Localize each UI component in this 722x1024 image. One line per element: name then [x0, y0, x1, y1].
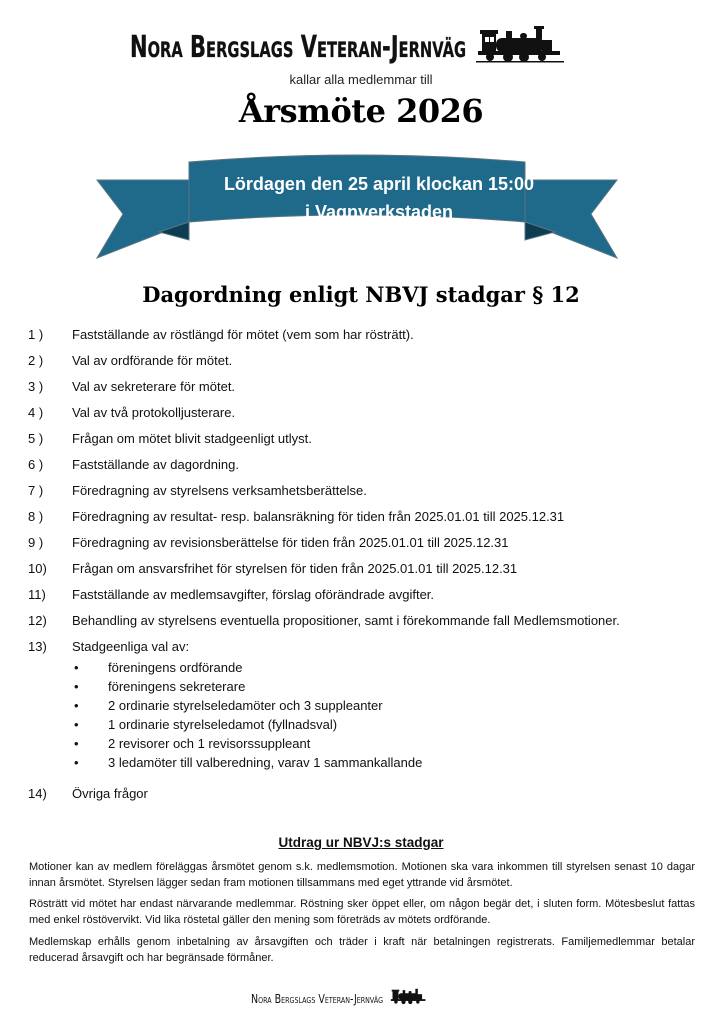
agenda-item-number: 8 ) [28, 509, 44, 524]
agenda-item-number: 4 ) [28, 405, 44, 420]
agenda-item-text: Föredragning av resultat- resp. balansräkning för tiden från 2025.01.01 till 2025.12.31 [72, 509, 565, 524]
org-name: Nora Bergslags Veteran-Jernväg [130, 30, 466, 65]
bullet-text: föreningens ordförande [108, 660, 243, 675]
banner-location: i Vagnverkstaden [304, 202, 454, 222]
bullet-icon: • [74, 660, 79, 675]
agenda-item-number: 7 ) [28, 483, 44, 498]
org-logo-title [128, 24, 468, 66]
agenda-item-number: 3 ) [28, 379, 44, 394]
agenda-item-number: 1 ) [28, 327, 44, 342]
agenda-item-number: 10) [28, 561, 47, 576]
agenda-item [28, 405, 708, 425]
agenda-item-number: 13) [28, 639, 47, 654]
agenda-item [28, 379, 708, 399]
bullet-text: 1 ordinarie styrelseledamot (fyllnadsval) [108, 717, 338, 732]
agenda-item-text: Stadgeenliga val av: [72, 639, 190, 654]
agenda-item-text: Föredragning av styrelsens verksamhetsberättelse. [72, 483, 367, 498]
extract-paragraph: Motioner kan av medlem föreläggas årsmötet genom s.k. medlemsmotion. Motionen ska vara inkommen till styrelsen senast 10 dagar innan årsmötet. Styrelsen lägger sedan fram motionen tillsammans med eget yttrande vid årsmötet. [29, 861, 695, 889]
agenda-item [28, 327, 708, 347]
agenda-item-text: Frågan om ansvarsfrihet för styrelsen för tiden från 2025.01.01 till 2025.12.31 [72, 561, 518, 576]
bullet-text: 3 ledamöter till valberedning, varav 1 sammankallande [108, 755, 423, 770]
agenda-item [28, 535, 708, 555]
agenda-item-text: Fastställande av medlemsavgifter, förslag oförändrade avgifter. [72, 587, 435, 602]
agenda-item-text: Övriga frågor [72, 786, 148, 801]
agenda-item-number: 6 ) [28, 457, 44, 472]
bullet-text: 2 ordinarie styrelseledamöter och 3 suppleanter [108, 698, 383, 713]
bullet-icon: • [74, 717, 79, 732]
agenda-item-number: 2 ) [28, 353, 44, 368]
agenda-item [28, 509, 708, 529]
agenda-item [28, 786, 708, 806]
bullet-icon: • [74, 698, 79, 713]
banner-text [185, 170, 573, 226]
agenda-item-number: 9 ) [28, 535, 44, 550]
agenda-item-text: Fastställande av dagordning. [72, 457, 239, 472]
extract-paragraph: Rösträtt vid mötet har endast närvarande medlemmar. Röstning sker öppet eller, om någon begär det, i sluten form. Mötesbeslut fattas med enkel röstövervikt. Vid lika röstetal gäller den mening som företräds av mötets ordförande. [29, 898, 695, 926]
bullet-icon: • [74, 679, 79, 694]
agenda-item-text: Fastställande av röstlängd för mötet (vem som har rösträtt). [72, 327, 414, 342]
agenda-item-number: 14) [28, 786, 47, 801]
agenda-item [28, 431, 708, 451]
agenda-item-text: Frågan om mötet blivit stadgeenligt utlyst. [72, 431, 312, 446]
banner-date: Lördagen den 25 april klockan 15:00 [223, 174, 535, 194]
agenda-item-text: Föredragning av revisionsberättelse för tiden från 2025.01.01 till 2025.12.31 [72, 535, 509, 550]
footer-org-logo [250, 990, 384, 1006]
agenda-item [28, 353, 708, 373]
agenda-item [28, 587, 708, 607]
subtitle: kallar alla medlemmar till [289, 72, 433, 87]
agenda-item [28, 561, 708, 581]
bullet-icon: • [74, 755, 79, 770]
agenda-item-text: Val av sekreterare för mötet. [72, 379, 236, 394]
bullet-text: föreningens sekreterare [108, 679, 246, 694]
footer-locomotive-icon [390, 987, 428, 1005]
agenda-item [28, 613, 708, 633]
agenda-item-text: Val av ordförande för mötet. [72, 353, 233, 368]
agenda-item-number: 5 ) [28, 431, 44, 446]
agenda-item [28, 457, 708, 477]
agenda-item [28, 483, 708, 503]
agenda-title: Dagordning enligt NBVJ stadgar § 12 [142, 282, 580, 307]
footer-org-name: Nora Bergslags Veteran-Jernväg [251, 992, 383, 1006]
bullet-icon: • [74, 736, 79, 751]
agenda-item-text: Val av två protokolljusterare. [72, 405, 236, 420]
agenda-item-text: Behandling av styrelsens eventuella propositioner, samt i förekommande fall Medlemsmotioner. [72, 613, 620, 628]
bullet-text: 2 revisorer och 1 revisorssuppleant [108, 736, 311, 751]
extract-paragraph: Medlemskap erhålls genom inbetalning av årsavgiften och träder i kraft när betalningen registrerats. Familjemedlemmar betalar reducerad årsavgift och har begränsade förmåner. [29, 936, 695, 964]
extract-title: Utdrag ur NBVJ:s stadgar [278, 835, 444, 850]
agenda-item [28, 639, 708, 659]
agenda-item-number: 12) [28, 613, 47, 628]
agenda-item-number: 11) [28, 587, 46, 602]
page-title: Årsmöte 2026 [238, 92, 484, 130]
locomotive-icon [476, 24, 566, 64]
